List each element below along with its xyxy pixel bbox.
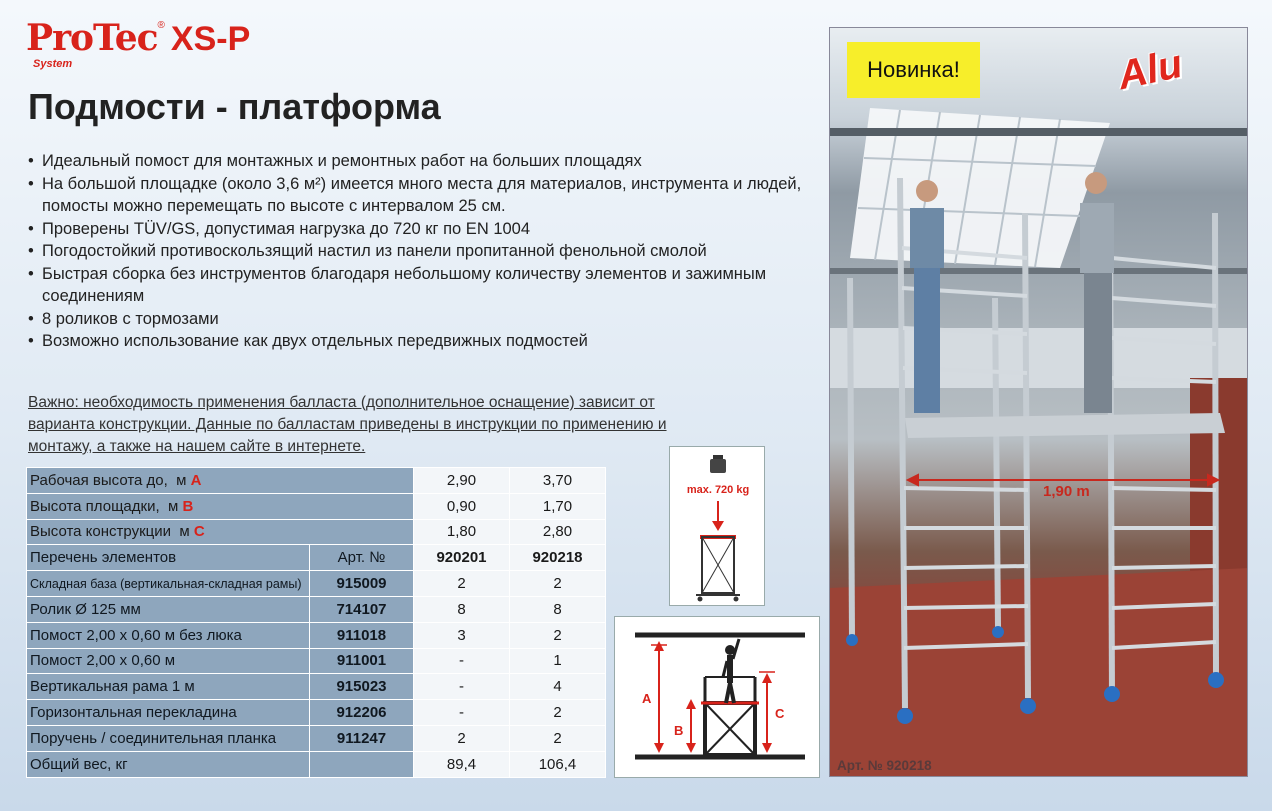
- arrow-a-icon: [651, 641, 667, 753]
- height-unit: м: [167, 497, 179, 515]
- total-weight-art-empty: [310, 751, 414, 777]
- item-name: Ролик Ø 125 мм: [27, 596, 310, 622]
- item-qty-920201: 3: [414, 622, 510, 648]
- load-diagram: [669, 446, 765, 606]
- feature-item: • На большой площадке (около 3,6 м²) имеется много места для материалов, инструмента и людей, помосты можно перемещать по высоте с интервалом 25 см.: [28, 173, 828, 218]
- total-weight-label: Общий вес, кг: [27, 751, 310, 777]
- item-name: Помост 2,00 х 0,60 м: [27, 648, 310, 674]
- total-weight-920218: 106,4: [510, 751, 606, 777]
- column-header-920201: 920201: [414, 545, 510, 571]
- feature-item: • Быстрая сборка без инструментов благодаря небольшому количеству элементов и зажимным соединениям: [28, 263, 828, 308]
- feature-item: • Идеальный помост для монтажных и ремонтных работ на больших площадях: [28, 150, 828, 173]
- arrow-c-icon: [759, 672, 775, 753]
- item-qty-920218: 1: [510, 648, 606, 674]
- item-qty-920218: 8: [510, 596, 606, 622]
- brand-model: XS-P: [170, 20, 251, 58]
- load-diagram-svg: [670, 447, 766, 607]
- scaffold-illustration: [830, 28, 1248, 777]
- height-row-label: [27, 493, 414, 519]
- height-unit: м: [179, 523, 190, 541]
- column-header-art: Арт. №: [310, 545, 414, 571]
- item-art-number: 915023: [310, 674, 414, 700]
- height-diagram-svg: [615, 617, 821, 779]
- product-photo: [829, 27, 1248, 777]
- new-badge: Новинка!: [847, 42, 980, 98]
- item-name: Помост 2,00 х 0,60 м без люка: [27, 622, 310, 648]
- feature-item: • Возможно использование как двух отдельных передвижных подмостей: [28, 330, 828, 353]
- height-row: [27, 519, 606, 545]
- item-art-number: 915009: [310, 571, 414, 597]
- item-qty-920201: 2: [414, 571, 510, 597]
- value-920201: 1,80: [414, 519, 510, 545]
- table-row: [27, 700, 606, 726]
- item-qty-920201: 2: [414, 725, 510, 751]
- scaffold-frame-icon: [696, 537, 740, 602]
- item-qty-920218: 2: [510, 622, 606, 648]
- value-920218: 3,70: [510, 468, 606, 494]
- item-art-number: 911247: [310, 725, 414, 751]
- spec-table: [26, 467, 606, 778]
- alu-badge: Alu: [1114, 41, 1187, 99]
- item-name: Вертикальная рама 1 м: [27, 674, 310, 700]
- table-row: [27, 596, 606, 622]
- item-name: Поручень / соединительная планка: [27, 725, 310, 751]
- value-920218: 1,70: [510, 493, 606, 519]
- item-qty-920201: -: [414, 674, 510, 700]
- item-name: Складная база (вертикальная-складная рамы): [27, 571, 310, 597]
- height-letter: C: [193, 523, 205, 541]
- column-header-920218: 920218: [510, 545, 606, 571]
- table-row: [27, 648, 606, 674]
- total-weight-row: [27, 751, 606, 777]
- item-qty-920218: 4: [510, 674, 606, 700]
- feature-item: • Погодостойкий противоскользящий настил из панели пропитанной фенольной смолой: [28, 240, 828, 263]
- item-art-number: 911018: [310, 622, 414, 648]
- worker-icon: [723, 639, 739, 703]
- value-920201: 0,90: [414, 493, 510, 519]
- feature-item: • Проверены TÜV/GS, допустимая нагрузка до 720 кг по EN 1004: [28, 218, 828, 241]
- page-title: Подмости - платформа: [28, 86, 441, 127]
- height-row-label: [27, 468, 414, 494]
- table-header-row: [27, 545, 606, 571]
- brand-name: ProTec: [26, 17, 158, 59]
- max-load-label: max. 720 kg: [686, 484, 750, 496]
- height-letter: A: [190, 471, 202, 489]
- brand-registered: ®: [157, 20, 165, 31]
- item-qty-920201: 8: [414, 596, 510, 622]
- table-row: [27, 725, 606, 751]
- height-letter: B: [182, 497, 194, 515]
- item-qty-920201: -: [414, 700, 510, 726]
- item-qty-920218: 2: [510, 571, 606, 597]
- ballast-note: Важно: необходимость применения балласта (дополнительное оснащение) зависит от варианта конструкции. Данные по балластам приведены в инструкции по применению и монтажу, а также на нашем сайте в интернете.: [28, 394, 667, 455]
- height-row: [27, 493, 606, 519]
- table-row: [27, 674, 606, 700]
- item-qty-920201: -: [414, 648, 510, 674]
- column-header-elements: Перечень элементов: [27, 545, 310, 571]
- item-qty-920218: 2: [510, 725, 606, 751]
- height-diagram: [614, 616, 820, 778]
- total-weight-920201: 89,4: [414, 751, 510, 777]
- item-art-number: 714107: [310, 596, 414, 622]
- table-row: [27, 571, 606, 597]
- photo-caption: Арт. № 920218: [837, 758, 932, 773]
- height-label-text: Высота конструкции: [30, 523, 171, 541]
- height-unit: м: [176, 471, 187, 489]
- height-label-text: Рабочая высота до,: [30, 471, 168, 489]
- brand-logo: [26, 17, 251, 59]
- label-a: A: [642, 691, 652, 706]
- table-row: [27, 622, 606, 648]
- item-name: Горизонтальная перекладина: [27, 700, 310, 726]
- width-dimension-label: 1,90 m: [1043, 483, 1090, 500]
- label-c: C: [775, 706, 785, 721]
- item-art-number: 912206: [310, 700, 414, 726]
- label-b: B: [674, 723, 684, 738]
- feature-item: • 8 роликов с тормозами: [28, 308, 828, 331]
- height-row: [27, 468, 606, 494]
- feature-list: [28, 150, 828, 353]
- item-art-number: 911001: [310, 648, 414, 674]
- arrow-b-icon: [686, 699, 696, 753]
- height-row-label: [27, 519, 414, 545]
- value-920201: 2,90: [414, 468, 510, 494]
- weight-icon: [710, 455, 726, 473]
- down-arrow-icon: [712, 501, 724, 531]
- value-920218: 2,80: [510, 519, 606, 545]
- height-label-text: Высота площадки,: [30, 497, 160, 515]
- item-qty-920218: 2: [510, 700, 606, 726]
- brand-sub: System: [33, 58, 73, 70]
